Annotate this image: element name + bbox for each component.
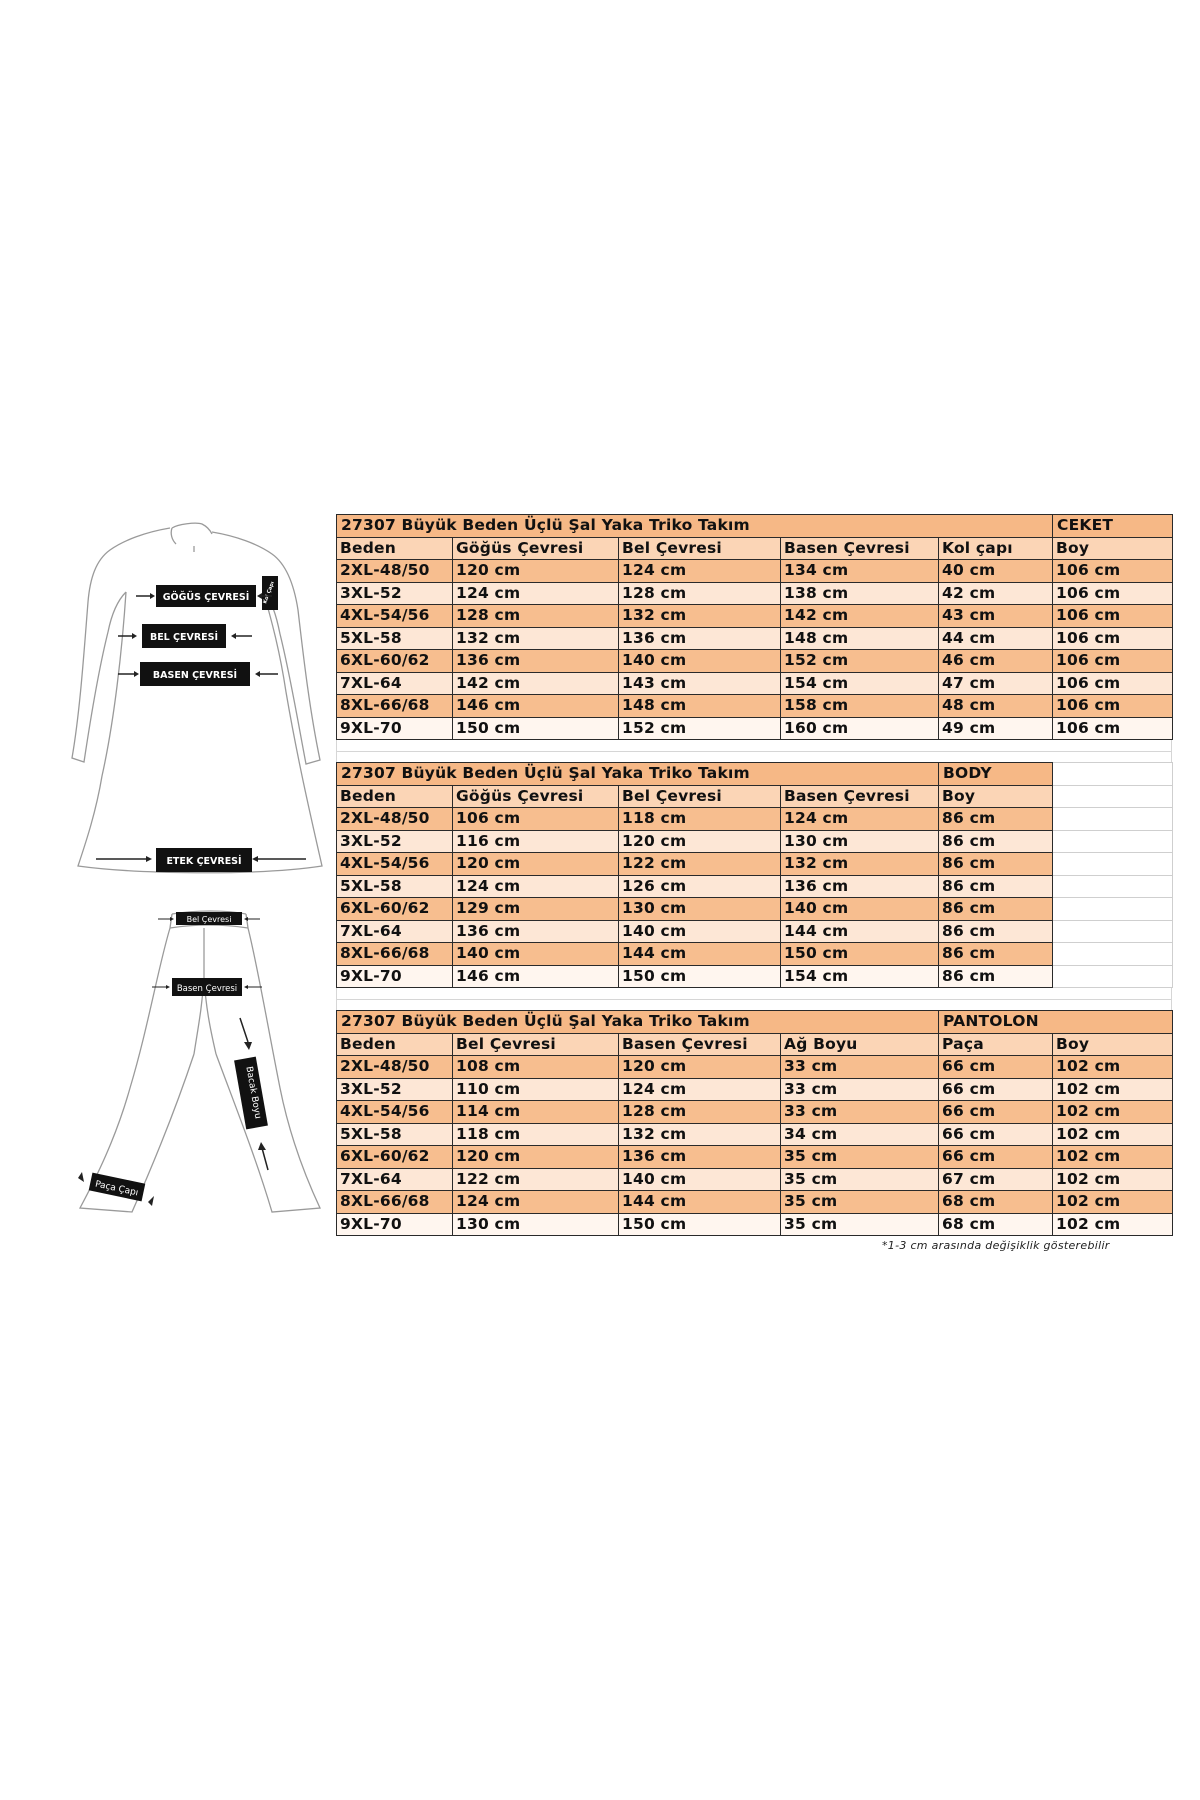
table-cell: 102 cm xyxy=(1053,1213,1173,1236)
table-cell: 68 cm xyxy=(939,1213,1053,1236)
column-header: Bel Çevresi xyxy=(619,785,781,808)
table-cell: 66 cm xyxy=(939,1101,1053,1124)
column-header: Basen Çevresi xyxy=(619,1033,781,1056)
table-cell: 5XL-58 xyxy=(337,1123,453,1146)
table-cell: 8XL-66/68 xyxy=(337,943,453,966)
table-cell: 152 cm xyxy=(781,650,939,673)
table-cell: 132 cm xyxy=(619,1123,781,1146)
table-cell: 128 cm xyxy=(619,582,781,605)
column-header: Boy xyxy=(939,785,1053,808)
table-cell: 140 cm xyxy=(781,898,939,921)
table-row xyxy=(337,627,1173,650)
sleeve-tag-label: Kol Çapı xyxy=(262,580,276,605)
table-cell: 138 cm xyxy=(781,582,939,605)
column-header: Beden xyxy=(337,537,453,560)
table-cell: 5XL-58 xyxy=(337,627,453,650)
table-cell: 146 cm xyxy=(453,695,619,718)
table-row xyxy=(337,717,1173,740)
table-cell: 8XL-66/68 xyxy=(337,695,453,718)
table-cell: 102 cm xyxy=(1053,1123,1173,1146)
table-cell: 35 cm xyxy=(781,1191,939,1214)
waist-tag xyxy=(118,624,252,648)
table-cell: 68 cm xyxy=(939,1191,1053,1214)
empty-cell xyxy=(1053,898,1173,921)
table-cell: 150 cm xyxy=(781,943,939,966)
table-cell: 140 cm xyxy=(619,650,781,673)
hem-width-tag xyxy=(78,1172,154,1206)
table-row xyxy=(337,582,1173,605)
empty-cell xyxy=(1053,830,1173,853)
table-header-row xyxy=(337,537,1173,560)
table-cell: 124 cm xyxy=(453,875,619,898)
waist-tag-label: BEL ÇEVRESİ xyxy=(149,632,219,643)
table-cell: 35 cm xyxy=(781,1213,939,1236)
table-cell: 102 cm xyxy=(1053,1168,1173,1191)
table-header-row xyxy=(337,785,1173,808)
table-cell: 140 cm xyxy=(453,943,619,966)
table-cell: 42 cm xyxy=(939,582,1053,605)
empty-cell xyxy=(1053,853,1173,876)
table-row xyxy=(337,695,1173,718)
column-header: Paça xyxy=(939,1033,1053,1056)
table-cell: 120 cm xyxy=(453,1146,619,1169)
table-cell: 102 cm xyxy=(1053,1056,1173,1079)
table-cell: 136 cm xyxy=(619,1146,781,1169)
table-cell: 128 cm xyxy=(619,1101,781,1124)
table-row xyxy=(337,898,1173,921)
pants-hip-tag-label: Basen Çevresi xyxy=(176,984,238,994)
table-cell: 102 cm xyxy=(1053,1146,1173,1169)
table-title: 27307 Büyük Beden Üçlü Şal Yaka Triko Takım xyxy=(337,763,939,786)
section-label-body: BODY xyxy=(939,763,1053,786)
table-cell: 5XL-58 xyxy=(337,875,453,898)
empty-cell xyxy=(1053,875,1173,898)
table-cell: 7XL-64 xyxy=(337,920,453,943)
table-row xyxy=(337,560,1173,583)
table-row xyxy=(337,1101,1173,1124)
table-row xyxy=(337,920,1173,943)
table-cell: 130 cm xyxy=(453,1213,619,1236)
table-cell: 120 cm xyxy=(619,1056,781,1079)
size-table-body xyxy=(336,762,1173,988)
empty-cell xyxy=(1053,763,1173,786)
table-cell: 106 cm xyxy=(1053,560,1173,583)
table-row xyxy=(337,650,1173,673)
table-cell: 130 cm xyxy=(619,898,781,921)
table-cell: 136 cm xyxy=(619,627,781,650)
table-cell: 86 cm xyxy=(939,830,1053,853)
table-cell: 2XL-48/50 xyxy=(337,1056,453,1079)
table-cell: 126 cm xyxy=(619,875,781,898)
column-header: Boy xyxy=(1053,537,1173,560)
table-row xyxy=(337,672,1173,695)
table-cell: 86 cm xyxy=(939,875,1053,898)
table-cell: 142 cm xyxy=(453,672,619,695)
table-cell: 33 cm xyxy=(781,1101,939,1124)
table-cell: 49 cm xyxy=(939,717,1053,740)
table-cell: 114 cm xyxy=(453,1101,619,1124)
table-cell: 86 cm xyxy=(939,920,1053,943)
table-cell: 86 cm xyxy=(939,853,1053,876)
table-row xyxy=(337,1056,1173,1079)
table-cell: 106 cm xyxy=(453,808,619,831)
size-table-ceket xyxy=(336,514,1173,740)
table-cell: 144 cm xyxy=(619,1191,781,1214)
column-header: Beden xyxy=(337,785,453,808)
column-header: Basen Çevresi xyxy=(781,537,939,560)
table-cell: 9XL-70 xyxy=(337,965,453,988)
table-cell: 152 cm xyxy=(619,717,781,740)
hem-tag xyxy=(96,848,306,872)
empty-cell xyxy=(1053,920,1173,943)
table-cell: 102 cm xyxy=(1053,1191,1173,1214)
table-cell: 118 cm xyxy=(453,1123,619,1146)
table-cell: 140 cm xyxy=(619,920,781,943)
table-cell: 160 cm xyxy=(781,717,939,740)
table-cell: 110 cm xyxy=(453,1078,619,1101)
column-header: Beden xyxy=(337,1033,453,1056)
table-cell: 47 cm xyxy=(939,672,1053,695)
sheet-gap xyxy=(336,740,1172,764)
table-cell: 148 cm xyxy=(781,627,939,650)
sheet-gap xyxy=(336,988,1172,1012)
table-cell: 132 cm xyxy=(619,605,781,628)
table-cell: 46 cm xyxy=(939,650,1053,673)
table-cell: 106 cm xyxy=(1053,627,1173,650)
table-cell: 4XL-54/56 xyxy=(337,605,453,628)
table-cell: 102 cm xyxy=(1053,1101,1173,1124)
table-cell: 106 cm xyxy=(1053,650,1173,673)
table-row xyxy=(337,808,1173,831)
column-header: Göğüs Çevresi xyxy=(453,785,619,808)
table-cell: 86 cm xyxy=(939,898,1053,921)
table-cell: 3XL-52 xyxy=(337,582,453,605)
table-cell: 8XL-66/68 xyxy=(337,1191,453,1214)
column-header: Bel Çevresi xyxy=(453,1033,619,1056)
hem-width-tag-label: Paça Çapı xyxy=(94,1179,140,1199)
table-row xyxy=(337,853,1173,876)
table-cell: 116 cm xyxy=(453,830,619,853)
hip-tag-label: BASEN ÇEVRESİ xyxy=(152,670,238,681)
table-cell: 44 cm xyxy=(939,627,1053,650)
table-row xyxy=(337,1078,1173,1101)
table-cell: 43 cm xyxy=(939,605,1053,628)
table-cell: 124 cm xyxy=(453,1191,619,1214)
inseam-tag-label: Bacak Boyu xyxy=(243,1065,263,1120)
jacket-drawing xyxy=(66,522,328,878)
table-cell: 86 cm xyxy=(939,965,1053,988)
table-cell: 132 cm xyxy=(453,627,619,650)
pants-drawing xyxy=(76,908,326,1218)
table-cell: 6XL-60/62 xyxy=(337,1146,453,1169)
table-row xyxy=(337,830,1173,853)
table-cell: 86 cm xyxy=(939,943,1053,966)
table-cell: 48 cm xyxy=(939,695,1053,718)
table-cell: 34 cm xyxy=(781,1123,939,1146)
table-cell: 154 cm xyxy=(781,672,939,695)
table-cell: 144 cm xyxy=(619,943,781,966)
table-title-row xyxy=(337,763,1173,786)
table-cell: 2XL-48/50 xyxy=(337,560,453,583)
table-cell: 146 cm xyxy=(453,965,619,988)
table-cell: 130 cm xyxy=(781,830,939,853)
table-cell: 124 cm xyxy=(453,582,619,605)
table-title-row xyxy=(337,515,1173,538)
table-cell: 3XL-52 xyxy=(337,830,453,853)
hem-tag-label: ETEK ÇEVRESİ xyxy=(166,856,242,867)
table-row xyxy=(337,943,1173,966)
table-cell: 4XL-54/56 xyxy=(337,853,453,876)
table-cell: 106 cm xyxy=(1053,582,1173,605)
table-cell: 120 cm xyxy=(619,830,781,853)
table-cell: 124 cm xyxy=(619,1078,781,1101)
table-row xyxy=(337,605,1173,628)
table-cell: 9XL-70 xyxy=(337,1213,453,1236)
table-row xyxy=(337,875,1173,898)
table-cell: 86 cm xyxy=(939,808,1053,831)
jacket-illustration xyxy=(66,522,328,878)
table-cell: 136 cm xyxy=(781,875,939,898)
table-cell: 66 cm xyxy=(939,1078,1053,1101)
table-title: 27307 Büyük Beden Üçlü Şal Yaka Triko Takım xyxy=(337,1011,939,1034)
table-row xyxy=(337,965,1173,988)
table-cell: 143 cm xyxy=(619,672,781,695)
empty-cell xyxy=(1053,808,1173,831)
column-header: Boy xyxy=(1053,1033,1173,1056)
table-cell: 6XL-60/62 xyxy=(337,650,453,673)
size-table-pantolon xyxy=(336,1010,1173,1236)
table-row xyxy=(337,1146,1173,1169)
table-cell: 118 cm xyxy=(619,808,781,831)
table-cell: 128 cm xyxy=(453,605,619,628)
empty-cell xyxy=(1053,785,1173,808)
table-cell: 122 cm xyxy=(619,853,781,876)
table-cell: 150 cm xyxy=(453,717,619,740)
table-cell: 132 cm xyxy=(781,853,939,876)
column-header: Basen Çevresi xyxy=(781,785,939,808)
pants-waist-tag-label: Bel Çevresi xyxy=(186,915,232,924)
table-cell: 33 cm xyxy=(781,1078,939,1101)
table-cell: 4XL-54/56 xyxy=(337,1101,453,1124)
table-cell: 150 cm xyxy=(619,1213,781,1236)
chest-tag xyxy=(136,585,272,607)
pants-hip-tag xyxy=(152,978,262,996)
table-cell: 102 cm xyxy=(1053,1078,1173,1101)
table-cell: 129 cm xyxy=(453,898,619,921)
column-header: Göğüs Çevresi xyxy=(453,537,619,560)
chest-tag-label: GÖĞÜS ÇEVRESİ xyxy=(162,592,250,603)
table-cell: 33 cm xyxy=(781,1056,939,1079)
table-cell: 9XL-70 xyxy=(337,717,453,740)
table-cell: 40 cm xyxy=(939,560,1053,583)
table-cell: 35 cm xyxy=(781,1168,939,1191)
pants-illustration xyxy=(76,908,326,1218)
table-cell: 134 cm xyxy=(781,560,939,583)
table-cell: 66 cm xyxy=(939,1146,1053,1169)
table-cell: 35 cm xyxy=(781,1146,939,1169)
table-cell: 140 cm xyxy=(619,1168,781,1191)
table-cell: 106 cm xyxy=(1053,605,1173,628)
footnote: *1-3 cm arasında değişiklik gösterebilir xyxy=(882,1239,1110,1252)
column-header: Kol çapı xyxy=(939,537,1053,560)
table-cell: 2XL-48/50 xyxy=(337,808,453,831)
table-title-row xyxy=(337,1011,1173,1034)
table-cell: 106 cm xyxy=(1053,672,1173,695)
table-cell: 106 cm xyxy=(1053,717,1173,740)
table-cell: 136 cm xyxy=(453,920,619,943)
table-cell: 150 cm xyxy=(619,965,781,988)
table-row xyxy=(337,1213,1173,1236)
table-cell: 124 cm xyxy=(781,808,939,831)
table-cell: 120 cm xyxy=(453,853,619,876)
column-header: Bel Çevresi xyxy=(619,537,781,560)
empty-cell xyxy=(1053,943,1173,966)
table-cell: 6XL-60/62 xyxy=(337,898,453,921)
table-row xyxy=(337,1168,1173,1191)
table-cell: 67 cm xyxy=(939,1168,1053,1191)
table-cell: 136 cm xyxy=(453,650,619,673)
table-cell: 158 cm xyxy=(781,695,939,718)
table-header-row xyxy=(337,1033,1173,1056)
table-cell: 7XL-64 xyxy=(337,1168,453,1191)
section-label-ceket: CEKET xyxy=(1053,515,1173,538)
table-row xyxy=(337,1191,1173,1214)
table-cell: 3XL-52 xyxy=(337,1078,453,1101)
table-cell: 106 cm xyxy=(1053,695,1173,718)
table-cell: 7XL-64 xyxy=(337,672,453,695)
table-cell: 148 cm xyxy=(619,695,781,718)
table-cell: 154 cm xyxy=(781,965,939,988)
table-cell: 122 cm xyxy=(453,1168,619,1191)
table-cell: 66 cm xyxy=(939,1056,1053,1079)
table-cell: 108 cm xyxy=(453,1056,619,1079)
table-cell: 142 cm xyxy=(781,605,939,628)
empty-cell xyxy=(1053,965,1173,988)
table-title: 27307 Büyük Beden Üçlü Şal Yaka Triko Takım xyxy=(337,515,1053,538)
column-header: Ağ Boyu xyxy=(781,1033,939,1056)
hip-tag xyxy=(118,662,278,686)
section-label-pantolon: PANTOLON xyxy=(939,1011,1173,1034)
sleeve-tag xyxy=(262,576,278,610)
table-row xyxy=(337,1123,1173,1146)
table-cell: 124 cm xyxy=(619,560,781,583)
table-cell: 144 cm xyxy=(781,920,939,943)
table-cell: 66 cm xyxy=(939,1123,1053,1146)
table-cell: 120 cm xyxy=(453,560,619,583)
